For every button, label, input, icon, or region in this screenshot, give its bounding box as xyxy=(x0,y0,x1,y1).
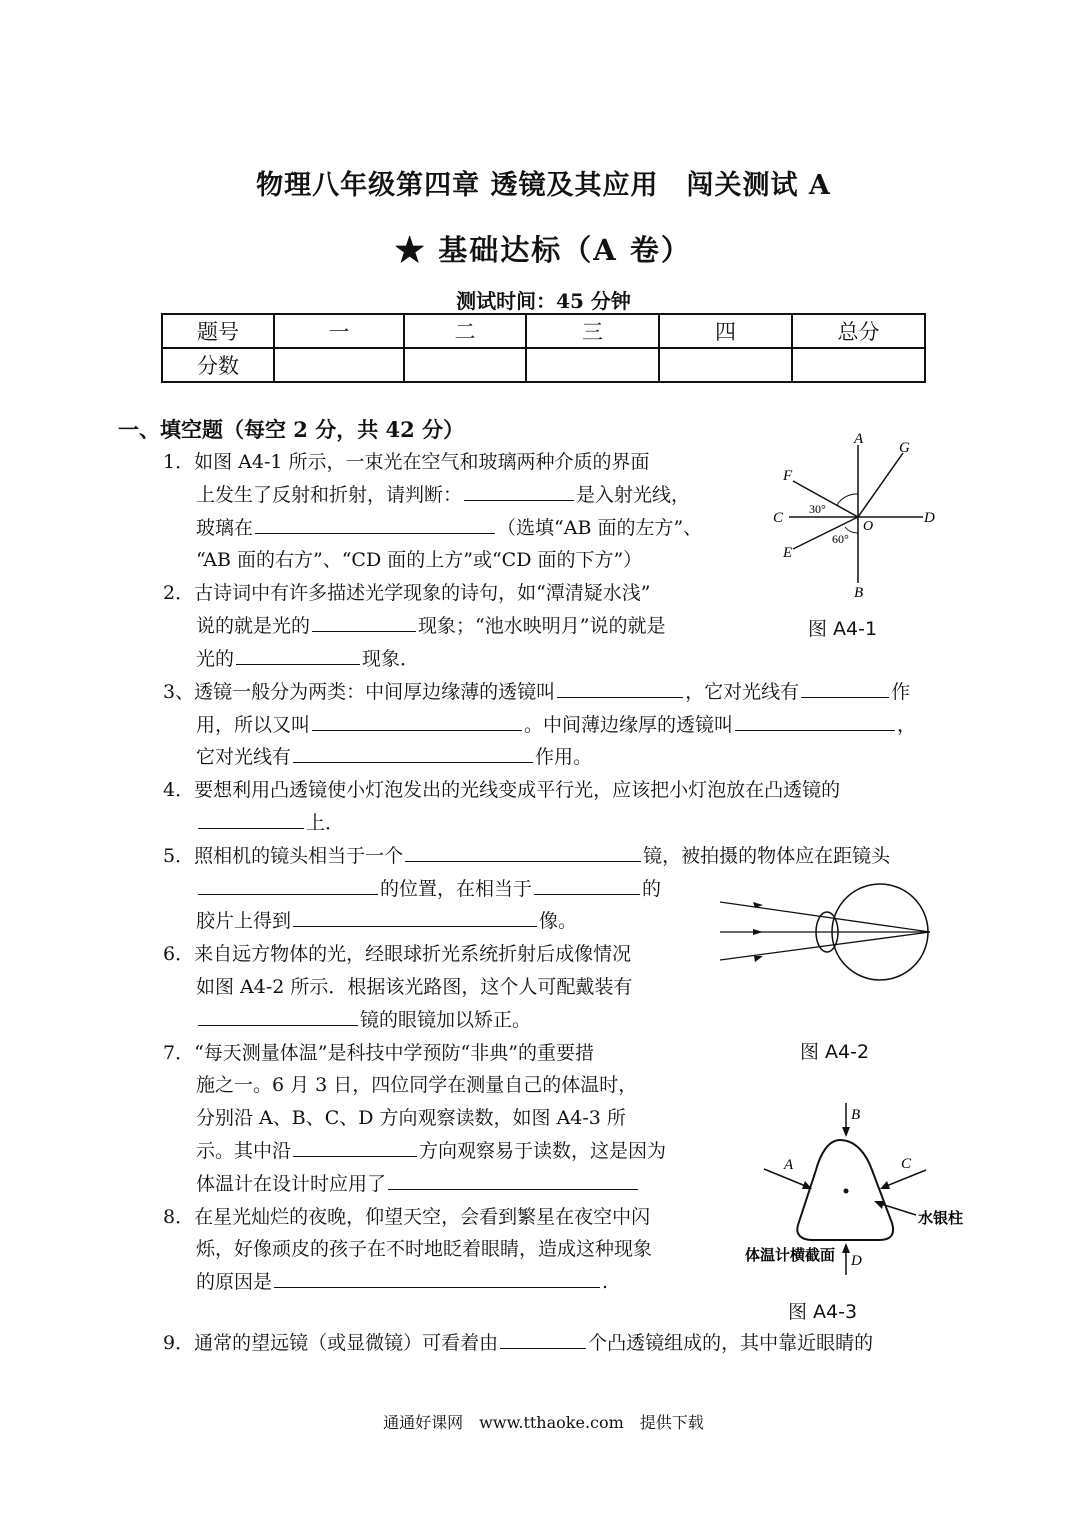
question-6-line-3: 镜的眼镜加以矫正。 xyxy=(196,1007,531,1033)
label-cross-section: 体温计横截面 xyxy=(745,1246,836,1264)
question-1-line-1: 1．如图 A4-1 所示，一束光在空气和玻璃两种介质的界面 xyxy=(163,451,650,473)
page-subtitle: ★ 基础达标（A 卷） xyxy=(395,233,692,267)
table-header-cell: 三 xyxy=(526,314,659,348)
score-table-score-row xyxy=(162,348,925,382)
answer-blank[interactable] xyxy=(388,1171,638,1190)
angle-label-30: 30° xyxy=(809,502,826,516)
score-cell[interactable] xyxy=(659,348,792,382)
figure-a4-1-diagram xyxy=(765,425,945,615)
question-1-line-3: 玻璃在 （选填“AB 面的左方”、 xyxy=(196,517,703,539)
table-header-cell: 题号 xyxy=(162,314,274,348)
score-table xyxy=(161,313,926,383)
label-b: B xyxy=(851,1107,861,1123)
score-cell[interactable] xyxy=(274,348,404,382)
arrow-icon xyxy=(874,1201,884,1209)
answer-blank[interactable] xyxy=(312,613,416,632)
angle-arc-30 xyxy=(837,494,858,505)
question-7-line-3: 分别沿 A、B、C、D 方向观察读数，如图 A4-3 所 xyxy=(196,1107,626,1129)
question-2-line-3: 光的 现象． xyxy=(196,648,420,670)
test-time: 测试时间：45 分钟 xyxy=(456,289,631,313)
question-2-line-2: 说的就是光的 现象；“池水映明月”说的就是 xyxy=(196,615,666,637)
question-6-line-2: 如图 A4-2 所示．根据该光路图，这个人可配戴装有 xyxy=(196,976,633,998)
question-4-line-1: 4．要想利用凸透镜使小灯泡发出的光线变成平行光，应该把小灯泡放在凸透镜的 xyxy=(163,779,841,801)
answer-blank[interactable] xyxy=(557,679,683,698)
question-8-line-2: 烁，好像顽皮的孩子在不时地眨着眼睛，造成这种现象 xyxy=(196,1238,653,1260)
label-c: C xyxy=(901,1156,912,1172)
question-4-line-2: 上． xyxy=(196,810,344,836)
question-5-line-1: 5．照相机的镜头相当于一个 镜，被拍摄的物体应在距镜头 xyxy=(163,845,891,867)
label-g: G xyxy=(899,440,910,456)
light-ray-bottom xyxy=(720,932,930,960)
answer-blank[interactable] xyxy=(255,515,495,534)
question-7-line-4: 示。其中沿 方向观察易于读数，这是因为 xyxy=(196,1140,667,1162)
figure-a4-3-diagram xyxy=(740,1095,985,1285)
label-c: C xyxy=(773,510,784,526)
question-2-line-1: 2．古诗词中有许多描述光学现象的诗句，如“潭清疑水浅” xyxy=(163,582,651,604)
figure-a4-2-caption: 图 A4-2 xyxy=(800,1041,870,1063)
answer-blank[interactable] xyxy=(293,1138,417,1157)
question-8-line-1: 8．在星光灿烂的夜晚，仰望天空，会看到繁星在夜空中闪 xyxy=(163,1206,651,1228)
answer-blank[interactable] xyxy=(405,843,641,862)
question-1-line-2: 上发生了反射和折射，请判断： 是入射光线， xyxy=(196,484,691,506)
table-header-cell: 二 xyxy=(404,314,526,348)
question-3-line-1: 3、透镜一般分为两类：中间厚边缘薄的透镜叫 ，它对光线有 作 xyxy=(163,681,911,703)
label-mercury-column: 水银柱 xyxy=(918,1209,964,1227)
angle-label-60: 60° xyxy=(832,532,849,546)
figure-a4-2-diagram xyxy=(715,870,940,985)
table-header-cell: 总分 xyxy=(792,314,925,348)
score-cell[interactable] xyxy=(404,348,526,382)
label-o: O xyxy=(863,519,874,534)
direction-c-line xyxy=(884,1170,926,1187)
page-footer: 通通好课网 www.tthaoke.com 提供下载 xyxy=(383,1413,704,1432)
label-d: D xyxy=(851,1253,862,1269)
question-7-line-5: 体温计在设计时应用了 xyxy=(196,1171,640,1197)
arrow-icon xyxy=(753,929,763,935)
score-cell[interactable] xyxy=(526,348,659,382)
score-cell[interactable] xyxy=(792,348,925,382)
label-a: A xyxy=(784,1157,794,1173)
mercury-pointer-line xyxy=(878,1203,916,1215)
answer-blank[interactable] xyxy=(500,1330,586,1349)
arrow-icon xyxy=(880,1181,890,1189)
light-ray-top xyxy=(720,902,930,932)
answer-blank[interactable] xyxy=(464,482,574,501)
question-3-line-3: 它对光线有 作用。 xyxy=(196,746,593,768)
label-f: F xyxy=(783,468,793,484)
answer-blank[interactable] xyxy=(534,876,640,895)
figure-a4-1-caption: 图 A4-1 xyxy=(808,618,878,640)
page-title: 物理八年级第四章 透镜及其应用 闯关测试 A xyxy=(256,170,831,201)
question-1-line-4: “AB 面的右方”、“CD 面的上方”或“CD 面的下方”） xyxy=(196,549,643,571)
figure-a4-3-caption: 图 A4-3 xyxy=(788,1301,858,1323)
score-table-header-row xyxy=(162,314,925,348)
question-5-line-2: 的位置，在相当于 的 xyxy=(196,876,661,902)
answer-blank[interactable] xyxy=(198,876,378,895)
ray-og xyxy=(858,453,903,517)
answer-blank[interactable] xyxy=(274,1269,600,1288)
section-heading: 一、填空题（每空 2 分，共 42 分） xyxy=(118,417,465,442)
table-header-cell: 一 xyxy=(274,314,404,348)
table-row-label: 分数 xyxy=(162,348,274,382)
question-7-line-1: 7．“每天测量体温”是科技中学预防“非典”的重要措 xyxy=(163,1042,594,1064)
answer-blank[interactable] xyxy=(236,646,360,665)
table-header-cell: 四 xyxy=(659,314,792,348)
question-9-line-1: 9．通常的望远镜（或显微镜）可看着由 个凸透镜组成的，其中靠近眼睛的 xyxy=(163,1332,874,1354)
answer-blank[interactable] xyxy=(801,679,889,698)
mercury-column-dot xyxy=(844,1189,849,1194)
answer-blank[interactable] xyxy=(198,1007,358,1026)
answer-blank[interactable] xyxy=(198,810,304,829)
label-b: B xyxy=(854,585,864,601)
arrow-up-icon xyxy=(842,1243,850,1253)
label-d: D xyxy=(924,510,935,526)
question-3-line-2: 用，所以又叫 。中间薄边缘厚的透镜叫 ， xyxy=(196,714,917,736)
question-6-line-1: 6．来自远方物体的光，经眼球折光系统折射后成像情况 xyxy=(163,943,632,965)
question-5-line-3: 胶片上得到 像。 xyxy=(196,910,578,932)
question-8-line-3: 的原因是 . xyxy=(196,1271,609,1293)
answer-blank[interactable] xyxy=(293,744,533,763)
answer-blank[interactable] xyxy=(312,712,522,731)
arrow-icon xyxy=(754,956,763,962)
label-e: E xyxy=(783,545,793,561)
answer-blank[interactable] xyxy=(293,908,537,927)
label-a: A xyxy=(854,431,864,447)
question-7-line-2: 施之一。6 月 3 日，四位同学在测量自己的体温时， xyxy=(196,1074,638,1096)
arrow-down-icon xyxy=(842,1127,850,1137)
answer-blank[interactable] xyxy=(735,712,895,731)
